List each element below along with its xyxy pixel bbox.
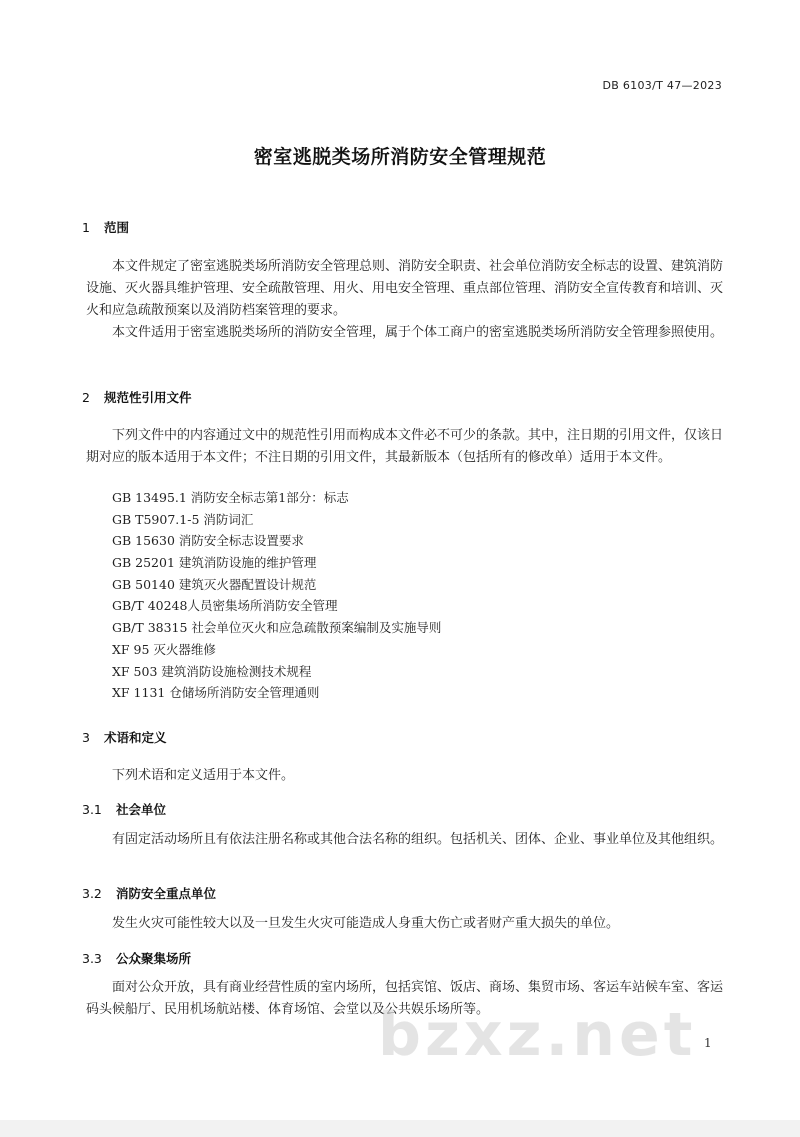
section-number: 2 — [82, 390, 90, 405]
section-number: 1 — [82, 220, 90, 235]
section-1-heading — [82, 218, 129, 236]
section-3-paragraph-1: 下列术语和定义适用于本文件。 — [112, 768, 295, 783]
term-3-2-heading — [82, 884, 216, 902]
term-3-1-heading — [82, 800, 166, 818]
term-title: 社会单位 — [116, 802, 167, 817]
reference-item: GB 25201 建筑消防设施的维护管理 — [112, 555, 317, 571]
reference-item: XF 503 建筑消防设施检测技术规程 — [112, 663, 312, 679]
page-number: 1 — [704, 1036, 712, 1050]
term-number: 3.1 — [82, 802, 102, 817]
section-title: 规范性引用文件 — [104, 390, 192, 405]
section-1-paragraph-1: 本文件规定了密室逃脱类场所消防安全管理总则、消防安全职责、社会单位消防安全标志的设置、建筑消防设施、灭火器具维护管理、安全疏散管理、用火、用电安全管理、重点部位管理、消防安全宣传教育和培训、灭火和应急疏散预案以及消防档案管理的要求。 — [86, 259, 724, 318]
term-number: 3.3 — [82, 951, 102, 966]
section-1-paragraph-2: 本文件适用于密室逃脱类场所的消防安全管理，属于个体工商户的密室逃脱类场所消防安全管理参照使用。 — [112, 325, 724, 340]
page-bottom-edge — [0, 1120, 800, 1137]
term-3-3-heading — [82, 949, 191, 967]
term-3-3-definition: 面对公众开放，具有商业经营性质的室内场所，包括宾馆、饭店、商场、集贸市场、客运车站候车室、客运码头候船厅、民用机场航站楼、体育场馆、会堂以及公共娱乐场所等。 — [86, 980, 724, 1017]
watermark: bzxz.net — [378, 1000, 697, 1070]
term-title: 公众聚集场所 — [116, 951, 192, 966]
section-3-heading — [82, 728, 167, 746]
reference-item: XF 95 灭火器维修 — [112, 641, 216, 657]
section-2-paragraph-1: 下列文件中的内容通过文中的规范性引用而构成本文件必不可少的条款。其中，注日期的引用文件，仅该日期对应的版本适用于本文件；不注日期的引用文件，其最新版本（包括所有的修改单）适用于本文件。 — [86, 428, 724, 465]
section-title: 术语和定义 — [104, 730, 167, 745]
document-code: DB 6103/T 47—2023 — [602, 79, 722, 92]
term-number: 3.2 — [82, 886, 102, 901]
reference-item: XF 1131 仓储场所消防安全管理通则 — [112, 685, 320, 701]
section-2-heading — [82, 388, 192, 406]
section-title: 范围 — [104, 220, 130, 235]
term-3-2-definition: 发生火灾可能性较大以及一旦发生火灾可能造成人身重大伤亡或者财产重大损失的单位。 — [112, 916, 620, 931]
reference-item: GB 13495.1 消防安全标志第1部分：标志 — [112, 490, 349, 505]
reference-item: GB T5907.1-5 消防词汇 — [112, 511, 254, 527]
reference-item: GB/T 40248人员密集场所消防安全管理 — [112, 598, 338, 614]
term-title: 消防安全重点单位 — [116, 886, 217, 901]
term-3-1-definition: 有固定活动场所且有依法注册名称或其他合法名称的组织。包括机关、团体、企业、事业单位及其他组织。 — [112, 832, 724, 847]
section-number: 3 — [82, 730, 90, 745]
document-title: 密室逃脱类场所消防安全管理规范 — [253, 146, 547, 168]
normative-references-list — [112, 487, 441, 704]
reference-item: GB 50140 建筑灭火器配置设计规范 — [112, 576, 317, 592]
reference-item: GB/T 38315 社会单位灭火和应急疏散预案编制及实施导则 — [112, 620, 442, 636]
reference-item: GB 15630 消防安全标志设置要求 — [112, 533, 304, 549]
